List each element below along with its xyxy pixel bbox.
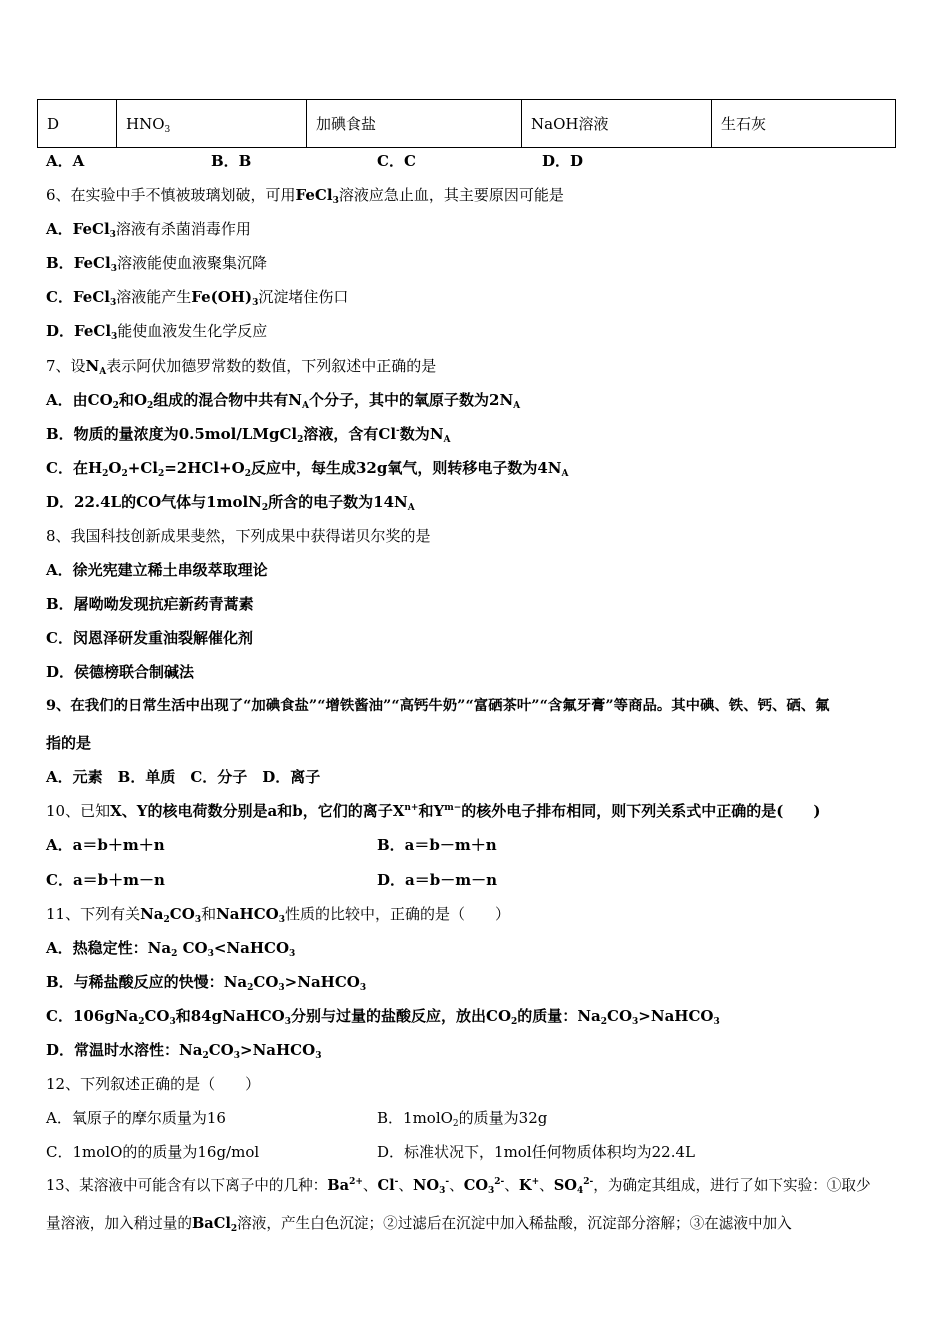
q6-option-c: C．FeCl$_3$溶液能产生$Fe(OH)_3$沉淀堵住伤口 [46, 288, 349, 308]
table-cell: D [38, 100, 117, 148]
q6-option-a: A．FeCl$_3$溶液有杀菌消毒作用 [46, 220, 251, 240]
q13-stem-line1: 13、某溶液中可能含有以下离子中的几种：$Ba^{2+}$、Cl-、$NO_3^-$、$CO_3^{2-}$、K+、$SO_4^{2-}$，为确定其组成，进行了如下实验：①取少 [46, 1177, 871, 1196]
q5-option-d: D．D [542, 152, 584, 170]
q8-stem: 8、我国科技创新成果斐然，下列成果中获得诺贝尔奖的是 [46, 527, 431, 545]
q7-option-a: A．由$CO_2$和$O_2$组成的混合物中共有$N_A$个分子，其中的氧原子数为$2N_A$ [46, 391, 521, 411]
q10-option-a: A．a＝b＋m＋n [46, 836, 165, 854]
q8-option-c: C．闵恩泽研发重油裂解催化剂 [46, 629, 253, 647]
q10-option-c: C．a＝b＋m－n [46, 871, 165, 889]
q7-option-c: C．在$H_2O_2+Cl_2=2HCl+O_2$反应中，每生成32g氧气，则转移电子数为$4N_A$ [46, 459, 569, 479]
q10-option-d: D．a＝b－m－n [377, 871, 497, 889]
q12-option-c: C．1molO的的质量为16g/mol [46, 1143, 260, 1161]
q10-option-b: B．a＝b－m＋n [377, 836, 497, 854]
q9-stem-line2: 指的是 [46, 734, 92, 752]
q6-stem: 6、在实验中手不慎被玻璃划破，可用FeCl$_3$溶液应急止血，其主要原因可能是 [46, 186, 564, 206]
q11-option-a: A．热稳定性：$Na_2$ $CO_3<NaHCO_3$ [46, 939, 296, 959]
q10-stem: 10、已知X、Y的核电荷数分别是a和b，它们的离子$X^{n+}$和$Y^{m-}$的核外电子排布相同，则下列关系式中正确的是( ) [46, 802, 821, 820]
table-cell: NaOH溶液 [522, 100, 712, 148]
table-cell: 生石灰 [712, 100, 896, 148]
q13-stem-line2: 量溶液，加入稍过量的BaCl$_2$溶液，产生白色沉淀；②过滤后在沉淀中加入稀盐酸，沉淀部分溶解；③在滤液中加入 [46, 1215, 792, 1234]
q9-options: A．元素 B．单质 C．分子 D．离子 [46, 768, 321, 786]
q5-option-a: A．A [46, 152, 85, 170]
q11-option-d: D．常温时水溶性：$Na_2CO_3>NaHCO_3$ [46, 1041, 322, 1061]
reagent-table [37, 99, 896, 148]
q12-option-b: B．1molO$_2$的质量为32g [377, 1109, 548, 1129]
q6-option-d: D．FeCl$_3$能使血液发生化学反应 [46, 322, 268, 342]
q8-option-b: B．屠呦呦发现抗疟新药青蒿素 [46, 595, 254, 613]
q7-stem: 7、设$N_A$表示阿伏加德罗常数的数值，下列叙述中正确的是 [46, 357, 437, 377]
q11-option-c: C．$106gNa_2CO_3$和84gNaHCO$_3$分别与过量的盐酸反应，放出$CO_2$的质量：$Na_2CO_3>NaHCO_3$ [46, 1007, 720, 1027]
table-cell: $HNO_3$ [117, 100, 307, 148]
q8-option-a: A．徐光宪建立稀土串级萃取理论 [46, 561, 268, 579]
q11-stem: 11、下列有关$Na_2CO_3$和NaHCO$_3$性质的比较中，正确的是（ ） [46, 905, 510, 925]
q12-option-d: D．标准状况下，1mol任何物质体积均为22.4L [377, 1143, 695, 1161]
q5-option-b: B．B [211, 152, 252, 170]
q12-option-a: A．氧原子的摩尔质量为16 [46, 1109, 226, 1127]
table-cell: 加碘食盐 [307, 100, 522, 148]
q9-stem-line1: 9、在我们的日常生活中出现了“加碘食盐”“增铁酱油”“高钙牛奶”“富硒茶叶”“含氟牙膏”等商品。其中碘、铁、钙、硒、氟 [46, 697, 830, 714]
q5-option-c: C．C [377, 152, 416, 170]
q8-option-d: D．侯德榜联合制碱法 [46, 663, 195, 681]
q12-stem: 12、下列叙述正确的是（ ） [46, 1075, 261, 1093]
q6-option-b: B．FeCl$_3$溶液能使血液聚集沉降 [46, 254, 267, 274]
q7-option-d: D．22.4L的CO气体与1molN$_2$所含的电子数为$14N_A$ [46, 493, 415, 513]
table-row [38, 100, 896, 148]
q7-option-b: B．物质的量浓度为0.5mol/LMgCl$_2$溶液，含有Cl-数为$N_A$ [46, 425, 451, 445]
q11-option-b: B．与稀盐酸反应的快慢：$Na_2CO_3>NaHCO_3$ [46, 973, 367, 993]
